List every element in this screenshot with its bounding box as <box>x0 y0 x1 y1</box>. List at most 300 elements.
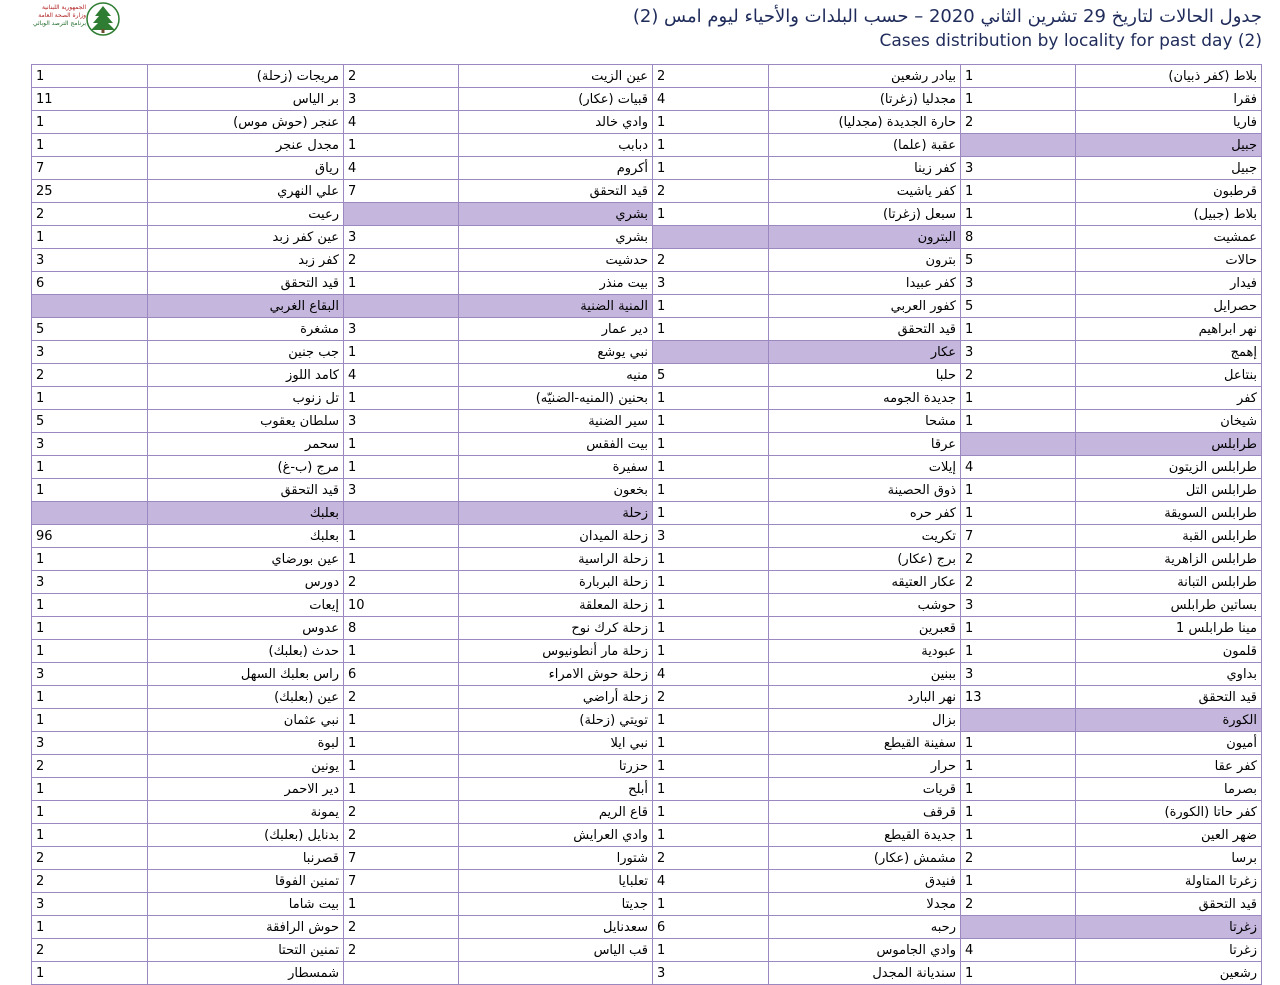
locality-name-cell: سعدنايل <box>459 916 653 939</box>
case-count-cell: 2 <box>344 939 459 962</box>
case-count-cell: 6 <box>344 663 459 686</box>
locality-name-cell: تكريت <box>769 525 961 548</box>
case-count-cell: 7 <box>344 847 459 870</box>
case-count-cell: 1 <box>344 272 459 295</box>
case-count-cell: 2 <box>653 847 769 870</box>
case-count-cell: 2 <box>653 686 769 709</box>
locality-name-cell: حارة الجديدة (مجدليا) <box>769 111 961 134</box>
locality-name-cell: نهر البارد <box>769 686 961 709</box>
case-count-cell: 3 <box>961 341 1076 364</box>
locality-name-cell: زحلة مار أنطونيوس <box>459 640 653 663</box>
locality-name-cell: مجدل عنجر <box>148 134 344 157</box>
district-header-cell: بشري <box>459 203 653 226</box>
case-count-cell: 1 <box>653 617 769 640</box>
locality-name-cell: ضهر العين <box>1076 824 1262 847</box>
table-row <box>32 88 1262 111</box>
case-count-cell: 1 <box>32 479 148 502</box>
case-count-cell: 1 <box>344 525 459 548</box>
ministry-name-lines <box>8 4 86 36</box>
locality-name-cell: زحلة حوش الامراء <box>459 663 653 686</box>
case-count-cell: 2 <box>961 847 1076 870</box>
logo-line-3: برنامج الترصد الوبائي <box>32 20 86 27</box>
locality-name-cell: سلطان يعقوب <box>148 410 344 433</box>
case-count-cell: 1 <box>32 617 148 640</box>
table-row <box>32 134 1262 157</box>
case-count-cell: 1 <box>653 479 769 502</box>
locality-name-cell: مريجات (زحلة) <box>148 65 344 88</box>
locality-name-cell: عكار العتيقه <box>769 571 961 594</box>
case-count-cell: 3 <box>32 571 148 594</box>
case-count-cell: 1 <box>961 387 1076 410</box>
case-count-cell: 4 <box>344 157 459 180</box>
table-row <box>32 65 1262 88</box>
case-count-cell: 4 <box>961 939 1076 962</box>
case-count-cell: 1 <box>653 456 769 479</box>
case-count-cell <box>344 962 459 985</box>
case-count-cell: 4 <box>344 364 459 387</box>
case-count-cell: 1 <box>32 709 148 732</box>
case-count-cell: 4 <box>961 456 1076 479</box>
case-count-cell: 3 <box>344 410 459 433</box>
locality-name-cell: زحلة أراضي <box>459 686 653 709</box>
table-row <box>32 180 1262 203</box>
locality-name-cell: كفر زبد <box>148 249 344 272</box>
table-row <box>32 295 1262 318</box>
case-count-cell <box>344 295 459 318</box>
locality-name-cell: تويتي (زحلة) <box>459 709 653 732</box>
locality-name-cell: قيد التحقق <box>1076 686 1262 709</box>
case-count-cell: 4 <box>653 870 769 893</box>
case-count-cell: 1 <box>961 410 1076 433</box>
case-count-cell: 1 <box>32 778 148 801</box>
case-count-cell: 3 <box>32 663 148 686</box>
case-count-cell: 1 <box>32 801 148 824</box>
case-count-cell: 1 <box>653 801 769 824</box>
locality-name-cell: بيت الفقس <box>459 433 653 456</box>
locality-name-cell: طرابلس التل <box>1076 479 1262 502</box>
locality-name-cell: أميون <box>1076 732 1262 755</box>
locality-name-cell: نبي ايلا <box>459 732 653 755</box>
locality-name-cell: برج (عكار) <box>769 548 961 571</box>
case-count-cell: 3 <box>32 433 148 456</box>
case-count-cell: 1 <box>344 893 459 916</box>
case-count-cell: 7 <box>961 525 1076 548</box>
logo-line-1: الجمهورية اللبنانية <box>41 4 86 11</box>
case-count-cell: 1 <box>344 755 459 778</box>
locality-name-cell: وادي العرايش <box>459 824 653 847</box>
table-row <box>32 893 1262 916</box>
case-count-cell: 5 <box>32 410 148 433</box>
case-count-cell <box>961 433 1076 456</box>
case-count-cell <box>344 502 459 525</box>
locality-name-cell: زحلة المعلقة <box>459 594 653 617</box>
case-count-cell: 4 <box>653 88 769 111</box>
locality-name-cell: علي النهري <box>148 180 344 203</box>
locality-name-cell: طرابلس القبة <box>1076 525 1262 548</box>
locality-name-cell: عقبة (علما) <box>769 134 961 157</box>
table-row <box>32 732 1262 755</box>
table-row <box>32 226 1262 249</box>
locality-name-cell: أكروم <box>459 157 653 180</box>
table-row <box>32 755 1262 778</box>
locality-name-cell: مجدليا (زغرتا) <box>769 88 961 111</box>
case-count-cell: 2 <box>32 364 148 387</box>
case-count-cell: 5 <box>961 249 1076 272</box>
table-row <box>32 847 1262 870</box>
case-count-cell: 6 <box>653 916 769 939</box>
locality-name-cell: قرقف <box>769 801 961 824</box>
case-count-cell: 3 <box>961 157 1076 180</box>
case-count-cell <box>32 295 148 318</box>
table-row <box>32 870 1262 893</box>
case-count-cell: 1 <box>32 824 148 847</box>
table-row <box>32 364 1262 387</box>
locality-name-cell: مشمش (عكار) <box>769 847 961 870</box>
locality-name-cell: بر الياس <box>148 88 344 111</box>
page-title-arabic: جدول الحالات لتاريخ 29 تشرين الثاني 2020 – حسب البلدات والأحياء ليوم امس (2) <box>632 6 1262 27</box>
table-row <box>32 801 1262 824</box>
case-count-cell: 2 <box>653 65 769 88</box>
district-header-cell: البترون <box>769 226 961 249</box>
case-count-cell: 1 <box>961 732 1076 755</box>
locality-name-cell: تمنين التحتا <box>148 939 344 962</box>
locality-name-cell: ببنين <box>769 663 961 686</box>
case-count-cell: 7 <box>32 157 148 180</box>
case-count-cell: 5 <box>32 318 148 341</box>
table-row <box>32 663 1262 686</box>
locality-name-cell: تمنين الفوقا <box>148 870 344 893</box>
case-count-cell: 1 <box>32 548 148 571</box>
table-row <box>32 433 1262 456</box>
case-count-cell <box>961 709 1076 732</box>
district-header-cell: بعلبك <box>148 502 344 525</box>
case-count-cell: 1 <box>653 594 769 617</box>
case-count-cell: 1 <box>653 548 769 571</box>
locality-name-cell: حرار <box>769 755 961 778</box>
locality-name-cell: مينا طرابلس 1 <box>1076 617 1262 640</box>
case-count-cell: 1 <box>344 548 459 571</box>
locality-name-cell: عرقا <box>769 433 961 456</box>
case-count-cell: 1 <box>961 617 1076 640</box>
case-count-cell: 1 <box>961 65 1076 88</box>
case-count-cell: 2 <box>32 203 148 226</box>
locality-name-cell: زحلة كرك نوح <box>459 617 653 640</box>
case-count-cell: 1 <box>344 433 459 456</box>
locality-name-cell: بخعون <box>459 479 653 502</box>
table-row <box>32 157 1262 180</box>
locality-name-cell: جديدة القيطع <box>769 824 961 847</box>
locality-name-cell: دبابب <box>459 134 653 157</box>
locality-name-cell: قريات <box>769 778 961 801</box>
locality-name-cell: برسا <box>1076 847 1262 870</box>
table-row <box>32 548 1262 571</box>
case-count-cell: 1 <box>653 824 769 847</box>
case-count-cell: 2 <box>344 65 459 88</box>
table-row <box>32 686 1262 709</box>
case-count-cell: 5 <box>961 295 1076 318</box>
locality-name-cell: زحلة الراسية <box>459 548 653 571</box>
case-count-cell: 1 <box>961 824 1076 847</box>
locality-name-cell: قعبرين <box>769 617 961 640</box>
case-count-cell <box>961 916 1076 939</box>
locality-name-cell: بلاط (كفر ذبيان) <box>1076 65 1262 88</box>
case-count-cell: 3 <box>32 732 148 755</box>
case-count-cell: 5 <box>653 364 769 387</box>
page-title-english: Cases distribution by locality for past day (2) <box>879 31 1262 51</box>
case-count-cell: 1 <box>344 709 459 732</box>
locality-name-cell: كفر ياشيت <box>769 180 961 203</box>
ministry-logo <box>8 2 120 40</box>
table-row <box>32 203 1262 226</box>
locality-name-cell: لبوة <box>148 732 344 755</box>
case-count-cell: 1 <box>344 341 459 364</box>
locality-name-cell: بيت شاما <box>148 893 344 916</box>
case-count-cell <box>961 134 1076 157</box>
locality-name-cell: عين (بعلبك) <box>148 686 344 709</box>
locality-name-cell: وادي الجاموس <box>769 939 961 962</box>
case-count-cell: 1 <box>344 640 459 663</box>
case-count-cell: 1 <box>653 433 769 456</box>
locality-name-cell: بزال <box>769 709 961 732</box>
case-count-cell: 1 <box>961 203 1076 226</box>
case-count-cell: 1 <box>32 686 148 709</box>
locality-name-cell: وادي خالد <box>459 111 653 134</box>
locality-name-cell: قيد التحقق <box>148 272 344 295</box>
locality-name-cell: رحبه <box>769 916 961 939</box>
district-header-cell: زحلة <box>459 502 653 525</box>
locality-name-cell: بيادر رشعين <box>769 65 961 88</box>
table-row <box>32 824 1262 847</box>
locality-name-cell: حوشب <box>769 594 961 617</box>
case-count-cell: 1 <box>653 939 769 962</box>
table-row <box>32 778 1262 801</box>
case-count-cell: 1 <box>32 916 148 939</box>
locality-name-cell: بلاط (جبيل) <box>1076 203 1262 226</box>
case-count-cell: 1 <box>653 755 769 778</box>
locality-name-cell: عين كفر زبد <box>148 226 344 249</box>
logo-line-2: وزارة الصحة العامة <box>38 12 86 19</box>
case-count-cell: 1 <box>32 962 148 985</box>
locality-name-cell: نهر ابراهيم <box>1076 318 1262 341</box>
case-count-cell: 1 <box>961 479 1076 502</box>
locality-name-cell: كفر <box>1076 387 1262 410</box>
locality-name-cell: إيلات <box>769 456 961 479</box>
locality-name-cell: قرطبون <box>1076 180 1262 203</box>
case-count-cell: 1 <box>961 88 1076 111</box>
locality-name-cell: رياق <box>148 157 344 180</box>
case-count-cell: 1 <box>653 111 769 134</box>
locality-name-cell: بدنايل (بعلبك) <box>148 824 344 847</box>
locality-name-cell: مرج (ب-غ) <box>148 456 344 479</box>
locality-name-cell: طرابلس الزيتون <box>1076 456 1262 479</box>
locality-name-cell: ذوق الحصينة <box>769 479 961 502</box>
case-count-cell: 3 <box>32 893 148 916</box>
case-count-cell: 3 <box>961 663 1076 686</box>
table-row <box>32 341 1262 364</box>
table-row <box>32 916 1262 939</box>
case-count-cell: 3 <box>32 341 148 364</box>
case-count-cell: 13 <box>961 686 1076 709</box>
cedar-icon <box>86 2 120 36</box>
locality-name-cell: قيد التحقق <box>1076 893 1262 916</box>
case-count-cell: 2 <box>344 801 459 824</box>
case-count-cell: 3 <box>344 226 459 249</box>
case-count-cell: 2 <box>344 686 459 709</box>
case-count-cell: 1 <box>653 732 769 755</box>
locality-name-cell: بحنين (المنيه-الضنيّه) <box>459 387 653 410</box>
district-header-cell: المنية الضنية <box>459 295 653 318</box>
case-count-cell: 3 <box>344 88 459 111</box>
case-count-cell: 1 <box>961 180 1076 203</box>
case-count-cell: 2 <box>961 893 1076 916</box>
locality-name-cell: زحلة الميدان <box>459 525 653 548</box>
locality-name-cell: زحلة البربارة <box>459 571 653 594</box>
case-count-cell: 1 <box>961 502 1076 525</box>
locality-name-cell: قبيات (عكار) <box>459 88 653 111</box>
district-header-cell: جبيل <box>1076 134 1262 157</box>
case-count-cell <box>653 226 769 249</box>
locality-name-cell: إيعات <box>148 594 344 617</box>
case-count-cell: 1 <box>32 456 148 479</box>
locality-name-cell: سفيرة <box>459 456 653 479</box>
locality-name-cell: عين الزيت <box>459 65 653 88</box>
case-count-cell: 1 <box>961 318 1076 341</box>
case-count-cell: 2 <box>32 870 148 893</box>
locality-name-cell: نبي عثمان <box>148 709 344 732</box>
locality-name-cell: شتورا <box>459 847 653 870</box>
case-count-cell: 1 <box>344 456 459 479</box>
locality-name-cell: دير الاحمر <box>148 778 344 801</box>
locality-name-cell: سبعل (زغرتا) <box>769 203 961 226</box>
locality-name-cell: قيد التحقق <box>459 180 653 203</box>
case-count-cell: 2 <box>961 111 1076 134</box>
case-count-cell: 1 <box>653 295 769 318</box>
locality-name-cell: كفر حره <box>769 502 961 525</box>
locality-name-cell: جب جنين <box>148 341 344 364</box>
case-count-cell: 2 <box>961 548 1076 571</box>
case-count-cell: 1 <box>32 65 148 88</box>
table-row <box>32 939 1262 962</box>
case-count-cell: 1 <box>32 594 148 617</box>
locality-name-cell: تعلبايا <box>459 870 653 893</box>
locality-name-cell: كفر عقا <box>1076 755 1262 778</box>
locality-name-cell <box>459 962 653 985</box>
case-count-cell: 3 <box>344 479 459 502</box>
locality-name-cell: كفور العربي <box>769 295 961 318</box>
case-count-cell: 2 <box>344 916 459 939</box>
case-count-cell: 1 <box>653 778 769 801</box>
locality-name-cell: إهمج <box>1076 341 1262 364</box>
case-count-cell: 1 <box>32 640 148 663</box>
case-count-cell: 8 <box>961 226 1076 249</box>
locality-name-cell: حالات <box>1076 249 1262 272</box>
district-header-cell: الكورة <box>1076 709 1262 732</box>
case-count-cell: 1 <box>32 134 148 157</box>
locality-name-cell: عبودية <box>769 640 961 663</box>
table-row <box>32 571 1262 594</box>
locality-name-cell: حزرتا <box>459 755 653 778</box>
locality-name-cell: سنديانة المجدل <box>769 962 961 985</box>
locality-name-cell: أبلح <box>459 778 653 801</box>
locality-name-cell: زغرتا المتاولة <box>1076 870 1262 893</box>
locality-name-cell: طرابلس السويقة <box>1076 502 1262 525</box>
locality-name-cell: جديدة الجومه <box>769 387 961 410</box>
locality-name-cell: قيد التحقق <box>148 479 344 502</box>
table-row <box>32 594 1262 617</box>
locality-name-cell: راس بعلبك السهل <box>148 663 344 686</box>
case-count-cell: 4 <box>344 111 459 134</box>
locality-name-cell: كفر عبيدا <box>769 272 961 295</box>
locality-name-cell: بداوي <box>1076 663 1262 686</box>
case-count-cell: 1 <box>32 387 148 410</box>
case-count-cell: 3 <box>653 272 769 295</box>
cases-table <box>31 64 1262 985</box>
locality-name-cell: بيت منذر <box>459 272 653 295</box>
case-count-cell <box>653 341 769 364</box>
district-header-cell: زغرتا <box>1076 916 1262 939</box>
table-row <box>32 617 1262 640</box>
locality-name-cell: دورس <box>148 571 344 594</box>
locality-name-cell: سحمر <box>148 433 344 456</box>
case-count-cell: 3 <box>961 594 1076 617</box>
locality-name-cell: سير الضنية <box>459 410 653 433</box>
case-count-cell: 10 <box>344 594 459 617</box>
case-count-cell: 7 <box>344 180 459 203</box>
case-count-cell: 1 <box>653 410 769 433</box>
table-row <box>32 456 1262 479</box>
case-count-cell: 2 <box>32 847 148 870</box>
case-count-cell: 3 <box>344 318 459 341</box>
case-count-cell: 1 <box>653 387 769 410</box>
table-row <box>32 525 1262 548</box>
case-count-cell: 1 <box>961 962 1076 985</box>
locality-name-cell: كفر زينا <box>769 157 961 180</box>
locality-name-cell: زغرتا <box>1076 939 1262 962</box>
locality-name-cell: قلمون <box>1076 640 1262 663</box>
locality-name-cell: فنيدق <box>769 870 961 893</box>
case-count-cell: 1 <box>961 640 1076 663</box>
locality-name-cell: مشغرة <box>148 318 344 341</box>
case-count-cell: 1 <box>961 778 1076 801</box>
table-row <box>32 111 1262 134</box>
table-row <box>32 640 1262 663</box>
case-count-cell: 1 <box>344 778 459 801</box>
table-row <box>32 272 1262 295</box>
locality-name-cell: عنجر (حوش موس) <box>148 111 344 134</box>
case-count-cell <box>32 502 148 525</box>
district-header-cell: البقاع الغربي <box>148 295 344 318</box>
locality-name-cell: حلبا <box>769 364 961 387</box>
case-count-cell: 1 <box>344 134 459 157</box>
table-row <box>32 387 1262 410</box>
locality-name-cell: عدوس <box>148 617 344 640</box>
case-count-cell: 1 <box>653 157 769 180</box>
locality-name-cell: حوش الرافقة <box>148 916 344 939</box>
locality-name-cell: قاع الريم <box>459 801 653 824</box>
case-count-cell: 3 <box>32 249 148 272</box>
locality-name-cell: قصرنبا <box>148 847 344 870</box>
locality-name-cell: جبيل <box>1076 157 1262 180</box>
table-row <box>32 410 1262 433</box>
locality-name-cell: مجدلا <box>769 893 961 916</box>
locality-name-cell: شيخان <box>1076 410 1262 433</box>
case-count-cell: 2 <box>344 824 459 847</box>
case-count-cell: 2 <box>653 180 769 203</box>
case-count-cell: 1 <box>32 226 148 249</box>
locality-name-cell: بساتين طرابلس <box>1076 594 1262 617</box>
locality-name-cell: فاريا <box>1076 111 1262 134</box>
case-count-cell: 8 <box>344 617 459 640</box>
